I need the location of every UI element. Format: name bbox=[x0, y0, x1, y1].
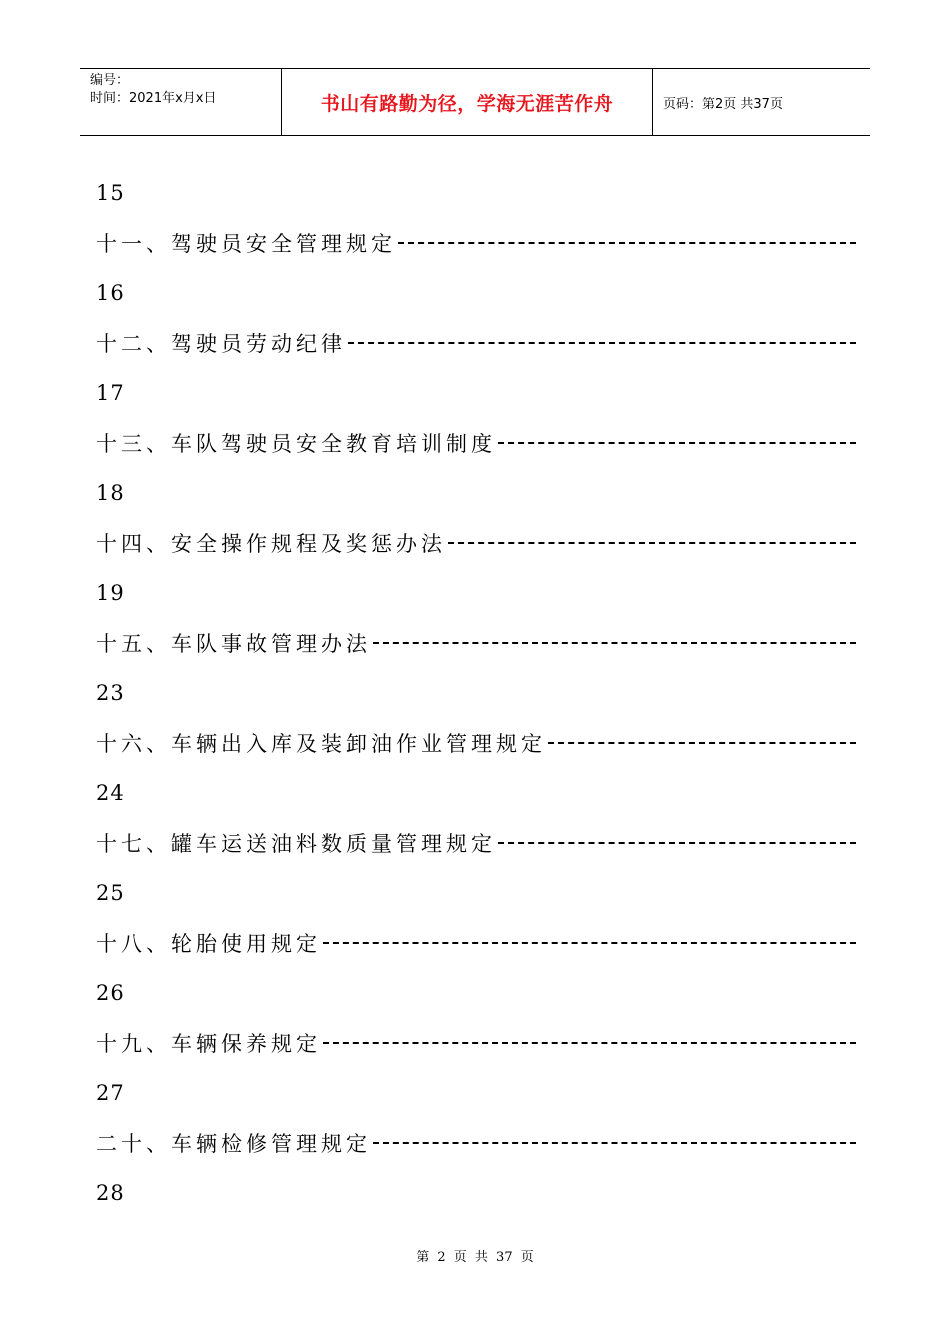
page-header bbox=[80, 68, 870, 136]
toc-leader-line bbox=[373, 642, 856, 644]
toc-page-number: 25 bbox=[96, 881, 125, 905]
toc-entry bbox=[96, 818, 856, 868]
toc-leader-line bbox=[498, 442, 856, 444]
toc-page-number-row bbox=[96, 1068, 856, 1118]
toc-page-number: 17 bbox=[96, 381, 125, 405]
toc-entry bbox=[96, 218, 856, 268]
toc-entry-title: 十九、车辆保养规定 bbox=[96, 1032, 321, 1056]
toc-page-number: 23 bbox=[96, 681, 125, 705]
toc-leader-line bbox=[398, 242, 856, 244]
toc-page-number: 26 bbox=[96, 981, 125, 1005]
toc-page-number-row bbox=[96, 968, 856, 1018]
header-meta bbox=[80, 69, 281, 135]
toc-leader-line bbox=[323, 942, 856, 944]
document-number-label: 编号： bbox=[90, 73, 130, 88]
toc-entry-title: 十五、车队事故管理办法 bbox=[96, 632, 371, 656]
toc-page-number-row bbox=[96, 668, 856, 718]
toc-entry-title: 十四、安全操作规程及奖惩办法 bbox=[96, 532, 446, 556]
toc-entry bbox=[96, 518, 856, 568]
toc-page-number: 28 bbox=[96, 1181, 125, 1205]
toc-page-number-row bbox=[96, 568, 856, 618]
toc-entry-title: 二十、车辆检修管理规定 bbox=[96, 1132, 371, 1156]
toc-page-number: 24 bbox=[96, 781, 125, 805]
toc-entry bbox=[96, 1118, 856, 1168]
toc-page-number-row bbox=[96, 368, 856, 418]
toc-entry bbox=[96, 718, 856, 768]
toc-entry bbox=[96, 1018, 856, 1068]
header-motto: 书山有路勤为径，学海无涯苦作舟 bbox=[281, 69, 653, 135]
toc-page-number-row bbox=[96, 268, 856, 318]
toc-leader-line bbox=[373, 1142, 856, 1144]
toc-page-number-row bbox=[96, 768, 856, 818]
toc-page-number: 19 bbox=[96, 581, 125, 605]
toc-leader-line bbox=[323, 1042, 856, 1044]
toc-entry bbox=[96, 318, 856, 368]
toc-entry-title: 十八、轮胎使用规定 bbox=[96, 932, 321, 956]
document-time: 时间：2021年x月x日 bbox=[90, 91, 217, 106]
header-page-info: 页码：第2页 共37页 bbox=[663, 96, 783, 112]
toc-entry-title: 十三、车队驾驶员安全教育培训制度 bbox=[96, 432, 496, 456]
toc-leader-line bbox=[348, 342, 856, 344]
toc-entry bbox=[96, 418, 856, 468]
toc-page-number-row bbox=[96, 468, 856, 518]
toc-entry-title: 十一、驾驶员安全管理规定 bbox=[96, 232, 396, 256]
toc-entry-title: 十七、罐车运送油料数质量管理规定 bbox=[96, 832, 496, 856]
toc-entry bbox=[96, 918, 856, 968]
toc-page-number: 18 bbox=[96, 481, 125, 505]
table-of-contents bbox=[96, 168, 856, 1218]
toc-page-number: 27 bbox=[96, 1081, 125, 1105]
toc-page-number: 16 bbox=[96, 281, 125, 305]
toc-leader-line bbox=[448, 542, 856, 544]
toc-entry-title: 十六、车辆出入库及装卸油作业管理规定 bbox=[96, 732, 546, 756]
toc-leader-line bbox=[548, 742, 856, 744]
toc-page-number: 15 bbox=[96, 181, 125, 205]
toc-page-number-row bbox=[96, 1168, 856, 1218]
toc-page-number-row bbox=[96, 868, 856, 918]
toc-leader-line bbox=[498, 842, 856, 844]
page-footer: 第 2 页 共 37 页 bbox=[416, 1250, 534, 1265]
toc-entry-title: 十二、驾驶员劳动纪律 bbox=[96, 332, 346, 356]
toc-page-number-row bbox=[96, 168, 856, 218]
toc-entry bbox=[96, 618, 856, 668]
